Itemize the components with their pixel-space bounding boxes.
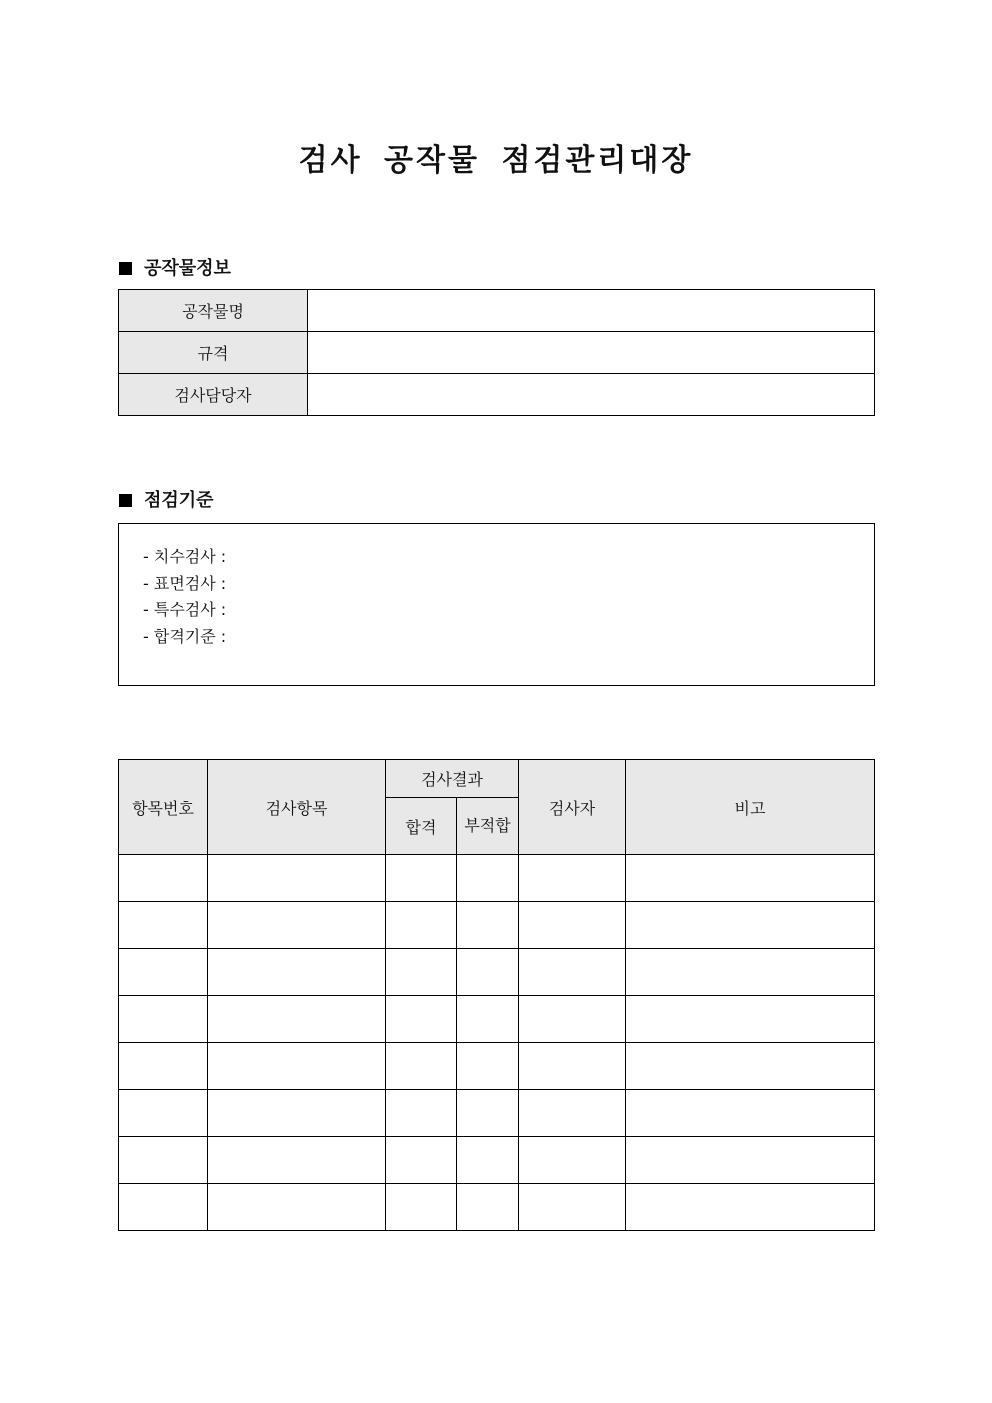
table-row <box>119 855 875 902</box>
document-title: 검사 공작물 점검관리대장 <box>298 143 694 178</box>
section-heading-info-label: 공작물정보 <box>144 258 231 279</box>
inspector-in-charge-field[interactable] <box>308 374 875 416</box>
inspection-item-cell[interactable] <box>208 1137 386 1184</box>
inspector-cell[interactable] <box>519 996 626 1043</box>
criteria-pass-standard: - 합격기준 : <box>143 627 227 647</box>
criteria-special: - 특수검사 : <box>143 600 227 620</box>
fail-cell[interactable] <box>457 949 519 996</box>
criteria-dimension: - 치수검사 : <box>143 547 227 566</box>
header-row <box>119 760 875 798</box>
fail-cell[interactable] <box>457 1043 519 1090</box>
remarks-cell[interactable] <box>626 1090 875 1137</box>
remarks-cell[interactable] <box>626 1137 875 1184</box>
fail-cell[interactable] <box>457 1090 519 1137</box>
pass-cell[interactable] <box>386 1043 457 1090</box>
remarks-cell[interactable] <box>626 1043 875 1090</box>
item-no-cell[interactable] <box>119 1090 208 1137</box>
inspector-cell[interactable] <box>519 949 626 996</box>
header-remarks: 비고 <box>626 760 875 855</box>
specification-field[interactable] <box>308 332 875 374</box>
inspection-item-cell[interactable] <box>208 1043 386 1090</box>
fail-cell[interactable] <box>457 855 519 902</box>
inspection-item-cell[interactable] <box>208 855 386 902</box>
inspector-cell[interactable] <box>519 855 626 902</box>
section-heading-criteria-label: 점검기준 <box>144 490 214 511</box>
inspector-cell[interactable] <box>519 902 626 949</box>
specification-label: 규격 <box>119 332 308 374</box>
item-no-cell[interactable] <box>119 996 208 1043</box>
inspection-item-cell[interactable] <box>208 902 386 949</box>
table-row <box>119 1043 875 1090</box>
inspector-in-charge-label: 검사담당자 <box>119 374 308 416</box>
table-row <box>119 996 875 1043</box>
pass-cell[interactable] <box>386 949 457 996</box>
item-no-cell[interactable] <box>119 949 208 996</box>
fail-cell[interactable] <box>457 1184 519 1231</box>
black-square-icon <box>119 494 132 507</box>
pass-cell[interactable] <box>386 855 457 902</box>
black-square-icon <box>119 262 132 275</box>
remarks-cell[interactable] <box>626 902 875 949</box>
criteria-surface: - 표면검사 : <box>143 573 227 593</box>
header-inspector: 검사자 <box>519 760 626 855</box>
item-no-cell[interactable] <box>119 1137 208 1184</box>
fail-cell[interactable] <box>457 996 519 1043</box>
workpiece-name-field[interactable] <box>308 290 875 332</box>
pass-cell[interactable] <box>386 1184 457 1231</box>
header-pass: 합격 <box>386 798 457 855</box>
header-inspection-item: 검사항목 <box>208 760 386 855</box>
workpiece-name-label: 공작물명 <box>119 290 308 332</box>
remarks-cell[interactable] <box>626 996 875 1043</box>
inspector-cell[interactable] <box>519 1090 626 1137</box>
inspection-item-cell[interactable] <box>208 1184 386 1231</box>
table-row <box>119 1090 875 1137</box>
header-item-no: 항목번호 <box>119 760 208 855</box>
header-result: 검사결과 <box>386 760 519 798</box>
header-fail: 부적합 <box>457 798 519 855</box>
inspector-cell[interactable] <box>519 1043 626 1090</box>
item-no-cell[interactable] <box>119 1043 208 1090</box>
workpiece-info-table <box>118 289 875 416</box>
inspector-cell[interactable] <box>519 1184 626 1231</box>
section-heading-info <box>119 254 231 280</box>
fail-cell[interactable] <box>457 902 519 949</box>
remarks-cell[interactable] <box>626 1184 875 1231</box>
fail-cell[interactable] <box>457 1137 519 1184</box>
section-heading-criteria <box>119 486 214 512</box>
pass-cell[interactable] <box>386 902 457 949</box>
inspection-criteria-box[interactable] <box>118 523 875 686</box>
table-row <box>119 949 875 996</box>
table-row <box>119 374 875 416</box>
inspection-item-cell[interactable] <box>208 996 386 1043</box>
remarks-cell[interactable] <box>626 949 875 996</box>
criteria-list <box>143 544 226 651</box>
inspector-cell[interactable] <box>519 1137 626 1184</box>
item-no-cell[interactable] <box>119 1184 208 1231</box>
pass-cell[interactable] <box>386 996 457 1043</box>
table-row <box>119 290 875 332</box>
table-row <box>119 902 875 949</box>
inspection-item-cell[interactable] <box>208 1090 386 1137</box>
table-row <box>119 1184 875 1231</box>
table-row <box>119 332 875 374</box>
remarks-cell[interactable] <box>626 855 875 902</box>
item-no-cell[interactable] <box>119 855 208 902</box>
table-row <box>119 1137 875 1184</box>
inspection-item-cell[interactable] <box>208 949 386 996</box>
item-no-cell[interactable] <box>119 902 208 949</box>
pass-cell[interactable] <box>386 1137 457 1184</box>
pass-cell[interactable] <box>386 1090 457 1137</box>
inspection-result-table <box>118 759 875 1231</box>
